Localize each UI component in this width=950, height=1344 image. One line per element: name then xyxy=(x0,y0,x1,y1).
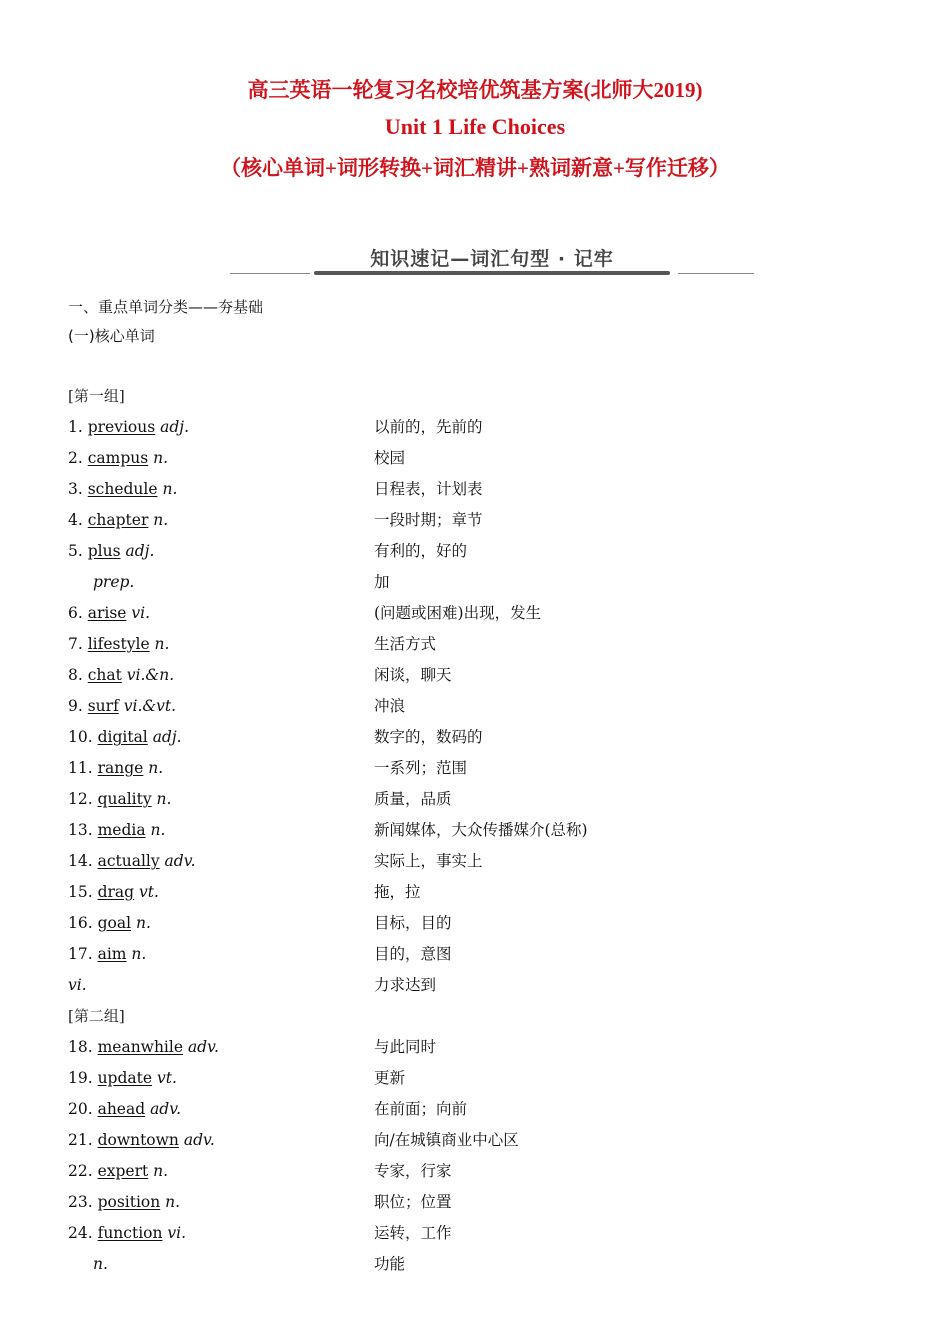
vocab-term xyxy=(68,911,151,935)
chinese-meaning: 数字的，数码的 xyxy=(374,728,483,746)
chinese-meaning: 新闻媒体，大众传播媒介(总称) xyxy=(374,821,588,839)
vocab-term xyxy=(68,601,150,625)
english-word: meanwhile xyxy=(97,1038,184,1056)
english-word: position xyxy=(97,1193,161,1211)
chinese-meaning: 与此同时 xyxy=(374,1038,437,1056)
english-word: arise xyxy=(87,604,127,622)
chinese-meaning: 职位；位置 xyxy=(374,1193,452,1211)
part-of-speech: adj. xyxy=(120,542,155,560)
part-of-speech: vi.&vt. xyxy=(118,697,177,715)
vocab-entry xyxy=(68,601,888,632)
english-word: plus xyxy=(87,542,121,560)
vocab-term xyxy=(68,756,163,780)
chinese-meaning: 冲浪 xyxy=(374,697,406,715)
part-of-speech: n. xyxy=(148,1162,169,1180)
english-word: range xyxy=(97,759,144,777)
vocab-entry xyxy=(68,818,888,849)
english-word: update xyxy=(97,1069,153,1087)
entry-number: 1. xyxy=(68,418,88,436)
part-of-speech: adv. xyxy=(159,852,196,870)
part-of-speech: prep. xyxy=(93,573,135,591)
english-word: drag xyxy=(97,883,135,901)
vocab-term xyxy=(68,942,146,966)
vocab-entry xyxy=(68,694,888,725)
vocab-term xyxy=(68,818,165,842)
chinese-meaning: 校园 xyxy=(374,449,406,467)
entry-number: 20. xyxy=(68,1100,98,1118)
vocab-term xyxy=(68,1097,181,1121)
vocab-entry xyxy=(68,911,888,942)
part-of-speech: adv. xyxy=(178,1131,215,1149)
group-label: [第一组] xyxy=(68,387,125,405)
vocab-entry xyxy=(68,1159,888,1190)
vocab-entry xyxy=(68,880,888,911)
vocab-entry xyxy=(68,942,888,973)
entry-number: 16. xyxy=(68,914,98,932)
chinese-meaning: 拖，拉 xyxy=(374,883,421,901)
vocab-entry xyxy=(68,663,888,694)
chinese-meaning: 实际上，事实上 xyxy=(374,852,483,870)
vocab-term xyxy=(68,849,196,873)
chinese-meaning: 闲谈，聊天 xyxy=(374,666,452,684)
vocab-term xyxy=(68,787,171,811)
vocab-term xyxy=(68,508,168,532)
vocab-entry xyxy=(68,849,888,880)
banner-left-line xyxy=(230,273,310,274)
chinese-meaning: 向/在城镇商业中心区 xyxy=(374,1131,519,1149)
vocab-term xyxy=(68,1035,219,1059)
chinese-meaning: 生活方式 xyxy=(374,635,437,653)
part-of-speech: n. xyxy=(126,945,147,963)
chinese-meaning: 目的，意图 xyxy=(374,945,452,963)
part-of-speech: adv. xyxy=(145,1100,182,1118)
chinese-meaning: 质量，品质 xyxy=(374,790,452,808)
entry-number: 5. xyxy=(68,542,88,560)
part-of-speech: adj. xyxy=(155,418,190,436)
chinese-meaning: 运转，工作 xyxy=(374,1224,452,1242)
banner-right-line xyxy=(678,273,754,274)
vocab-entry xyxy=(68,1097,888,1128)
vocab-term xyxy=(68,477,177,501)
vocab-entry xyxy=(68,508,888,539)
part-of-speech: vi. xyxy=(68,976,87,994)
english-word: schedule xyxy=(87,480,158,498)
entry-number: 6. xyxy=(68,604,88,622)
entry-number: 11. xyxy=(68,759,98,777)
chinese-meaning: 更新 xyxy=(374,1069,406,1087)
vocab-term xyxy=(68,1066,177,1090)
vocab-entry xyxy=(68,1252,888,1283)
vocab-entry xyxy=(68,1190,888,1221)
vocab-entry xyxy=(68,446,888,477)
vocab-term xyxy=(68,663,174,687)
entry-number: 12. xyxy=(68,790,98,808)
part-of-speech: n. xyxy=(93,1255,108,1273)
entry-number: 7. xyxy=(68,635,88,653)
vocab-term xyxy=(68,1128,215,1152)
chinese-meaning: 以前的，先前的 xyxy=(374,418,483,436)
banner-underline-bar xyxy=(314,271,670,275)
vocab-entry xyxy=(68,1128,888,1159)
part-of-speech: n. xyxy=(157,480,178,498)
part-of-speech: adv. xyxy=(183,1038,219,1056)
entry-number: 10. xyxy=(68,728,98,746)
entry-number: 19. xyxy=(68,1069,98,1087)
english-word: actually xyxy=(97,852,160,870)
vocab-entry xyxy=(68,539,888,570)
chinese-meaning: 专家，行家 xyxy=(374,1162,452,1180)
entry-number: 17. xyxy=(68,945,98,963)
english-word: function xyxy=(97,1224,163,1242)
vocab-term xyxy=(68,539,154,563)
english-word: expert xyxy=(97,1162,149,1180)
vocab-entry xyxy=(68,415,888,446)
entry-number: 24. xyxy=(68,1224,98,1242)
vocab-entry xyxy=(68,477,888,508)
part-of-speech: n. xyxy=(151,790,172,808)
english-word: media xyxy=(97,821,146,839)
entry-number: 2. xyxy=(68,449,88,467)
part-of-speech: vt. xyxy=(152,1069,177,1087)
vocab-entry xyxy=(68,725,888,756)
vocab-term xyxy=(68,880,159,904)
english-word: goal xyxy=(97,914,132,932)
part-of-speech: n. xyxy=(148,511,169,529)
vocab-entry xyxy=(68,1035,888,1066)
part-of-speech: vt. xyxy=(134,883,159,901)
section-heading: 一、重点单词分类——夯基础 xyxy=(68,298,264,316)
vocab-term xyxy=(68,1221,186,1245)
vocab-term xyxy=(68,446,168,470)
entry-number: 14. xyxy=(68,852,98,870)
vocab-term xyxy=(68,1190,180,1214)
vocab-term xyxy=(68,415,189,439)
english-word: lifestyle xyxy=(87,635,150,653)
part-of-speech: n. xyxy=(145,821,166,839)
english-word: chapter xyxy=(87,511,149,529)
vocab-term xyxy=(68,725,182,749)
vocab-term xyxy=(68,1159,168,1183)
vocab-term xyxy=(93,1252,108,1276)
section-subheading: (一)核心单词 xyxy=(68,327,155,345)
vocab-entry xyxy=(68,1066,888,1097)
part-of-speech: vi. xyxy=(162,1224,187,1242)
vocab-term xyxy=(68,973,87,997)
document-title: 高三英语一轮复习名校培优筑基方案(北师大2019) xyxy=(247,78,703,102)
english-word: campus xyxy=(87,449,149,467)
chinese-meaning: 目标，目的 xyxy=(374,914,452,932)
english-word: digital xyxy=(97,728,148,746)
part-of-speech: vi.&n. xyxy=(121,666,175,684)
vocab-entry xyxy=(68,973,888,1004)
entry-number: 23. xyxy=(68,1193,98,1211)
part-of-speech: n. xyxy=(143,759,164,777)
group-label: [第二组] xyxy=(68,1007,125,1025)
unit-title: Unit 1 Life Choices xyxy=(384,114,566,139)
vocab-term xyxy=(68,632,169,656)
entry-number: 18. xyxy=(68,1038,98,1056)
chinese-meaning: 加 xyxy=(374,573,390,591)
part-of-speech: vi. xyxy=(126,604,151,622)
vocab-entry xyxy=(68,632,888,663)
entry-number: 13. xyxy=(68,821,98,839)
vocabulary-list xyxy=(68,384,888,1283)
part-of-speech: n. xyxy=(149,635,170,653)
chinese-meaning: 一系列；范围 xyxy=(374,759,468,777)
entry-number: 9. xyxy=(68,697,88,715)
english-word: aim xyxy=(97,945,127,963)
document-subtitle: （核心单词+词形转换+词汇精讲+熟词新意+写作迁移） xyxy=(220,156,730,180)
vocab-term xyxy=(93,570,134,594)
part-of-speech: n. xyxy=(160,1193,181,1211)
chinese-meaning: 在前面；向前 xyxy=(374,1100,468,1118)
vocab-entry xyxy=(68,1221,888,1252)
banner-text: 知识速记—词汇句型 · 记牢 xyxy=(370,248,614,270)
vocab-entry xyxy=(68,787,888,818)
chinese-meaning: 一段时期；章节 xyxy=(374,511,483,529)
chinese-meaning: 有利的，好的 xyxy=(374,542,468,560)
english-word: quality xyxy=(97,790,152,808)
section-banner xyxy=(230,244,754,280)
entry-number: 15. xyxy=(68,883,98,901)
vocab-entry xyxy=(68,570,888,601)
english-word: surf xyxy=(87,697,119,715)
part-of-speech: n. xyxy=(131,914,151,932)
part-of-speech: adj. xyxy=(147,728,182,746)
vocab-term xyxy=(68,694,176,718)
entry-number: 8. xyxy=(68,666,88,684)
entry-number: 3. xyxy=(68,480,88,498)
entry-number: 22. xyxy=(68,1162,98,1180)
english-word: ahead xyxy=(97,1100,146,1118)
entry-number: 4. xyxy=(68,511,88,529)
english-word: chat xyxy=(87,666,122,684)
entry-number: 21. xyxy=(68,1131,98,1149)
chinese-meaning: 功能 xyxy=(374,1255,406,1273)
chinese-meaning: (问题或困难)出现，发生 xyxy=(374,604,542,622)
part-of-speech: n. xyxy=(148,449,169,467)
vocab-entry xyxy=(68,756,888,787)
chinese-meaning: 日程表，计划表 xyxy=(374,480,483,498)
english-word: previous xyxy=(87,418,156,436)
english-word: downtown xyxy=(97,1131,179,1149)
chinese-meaning: 力求达到 xyxy=(374,976,437,994)
